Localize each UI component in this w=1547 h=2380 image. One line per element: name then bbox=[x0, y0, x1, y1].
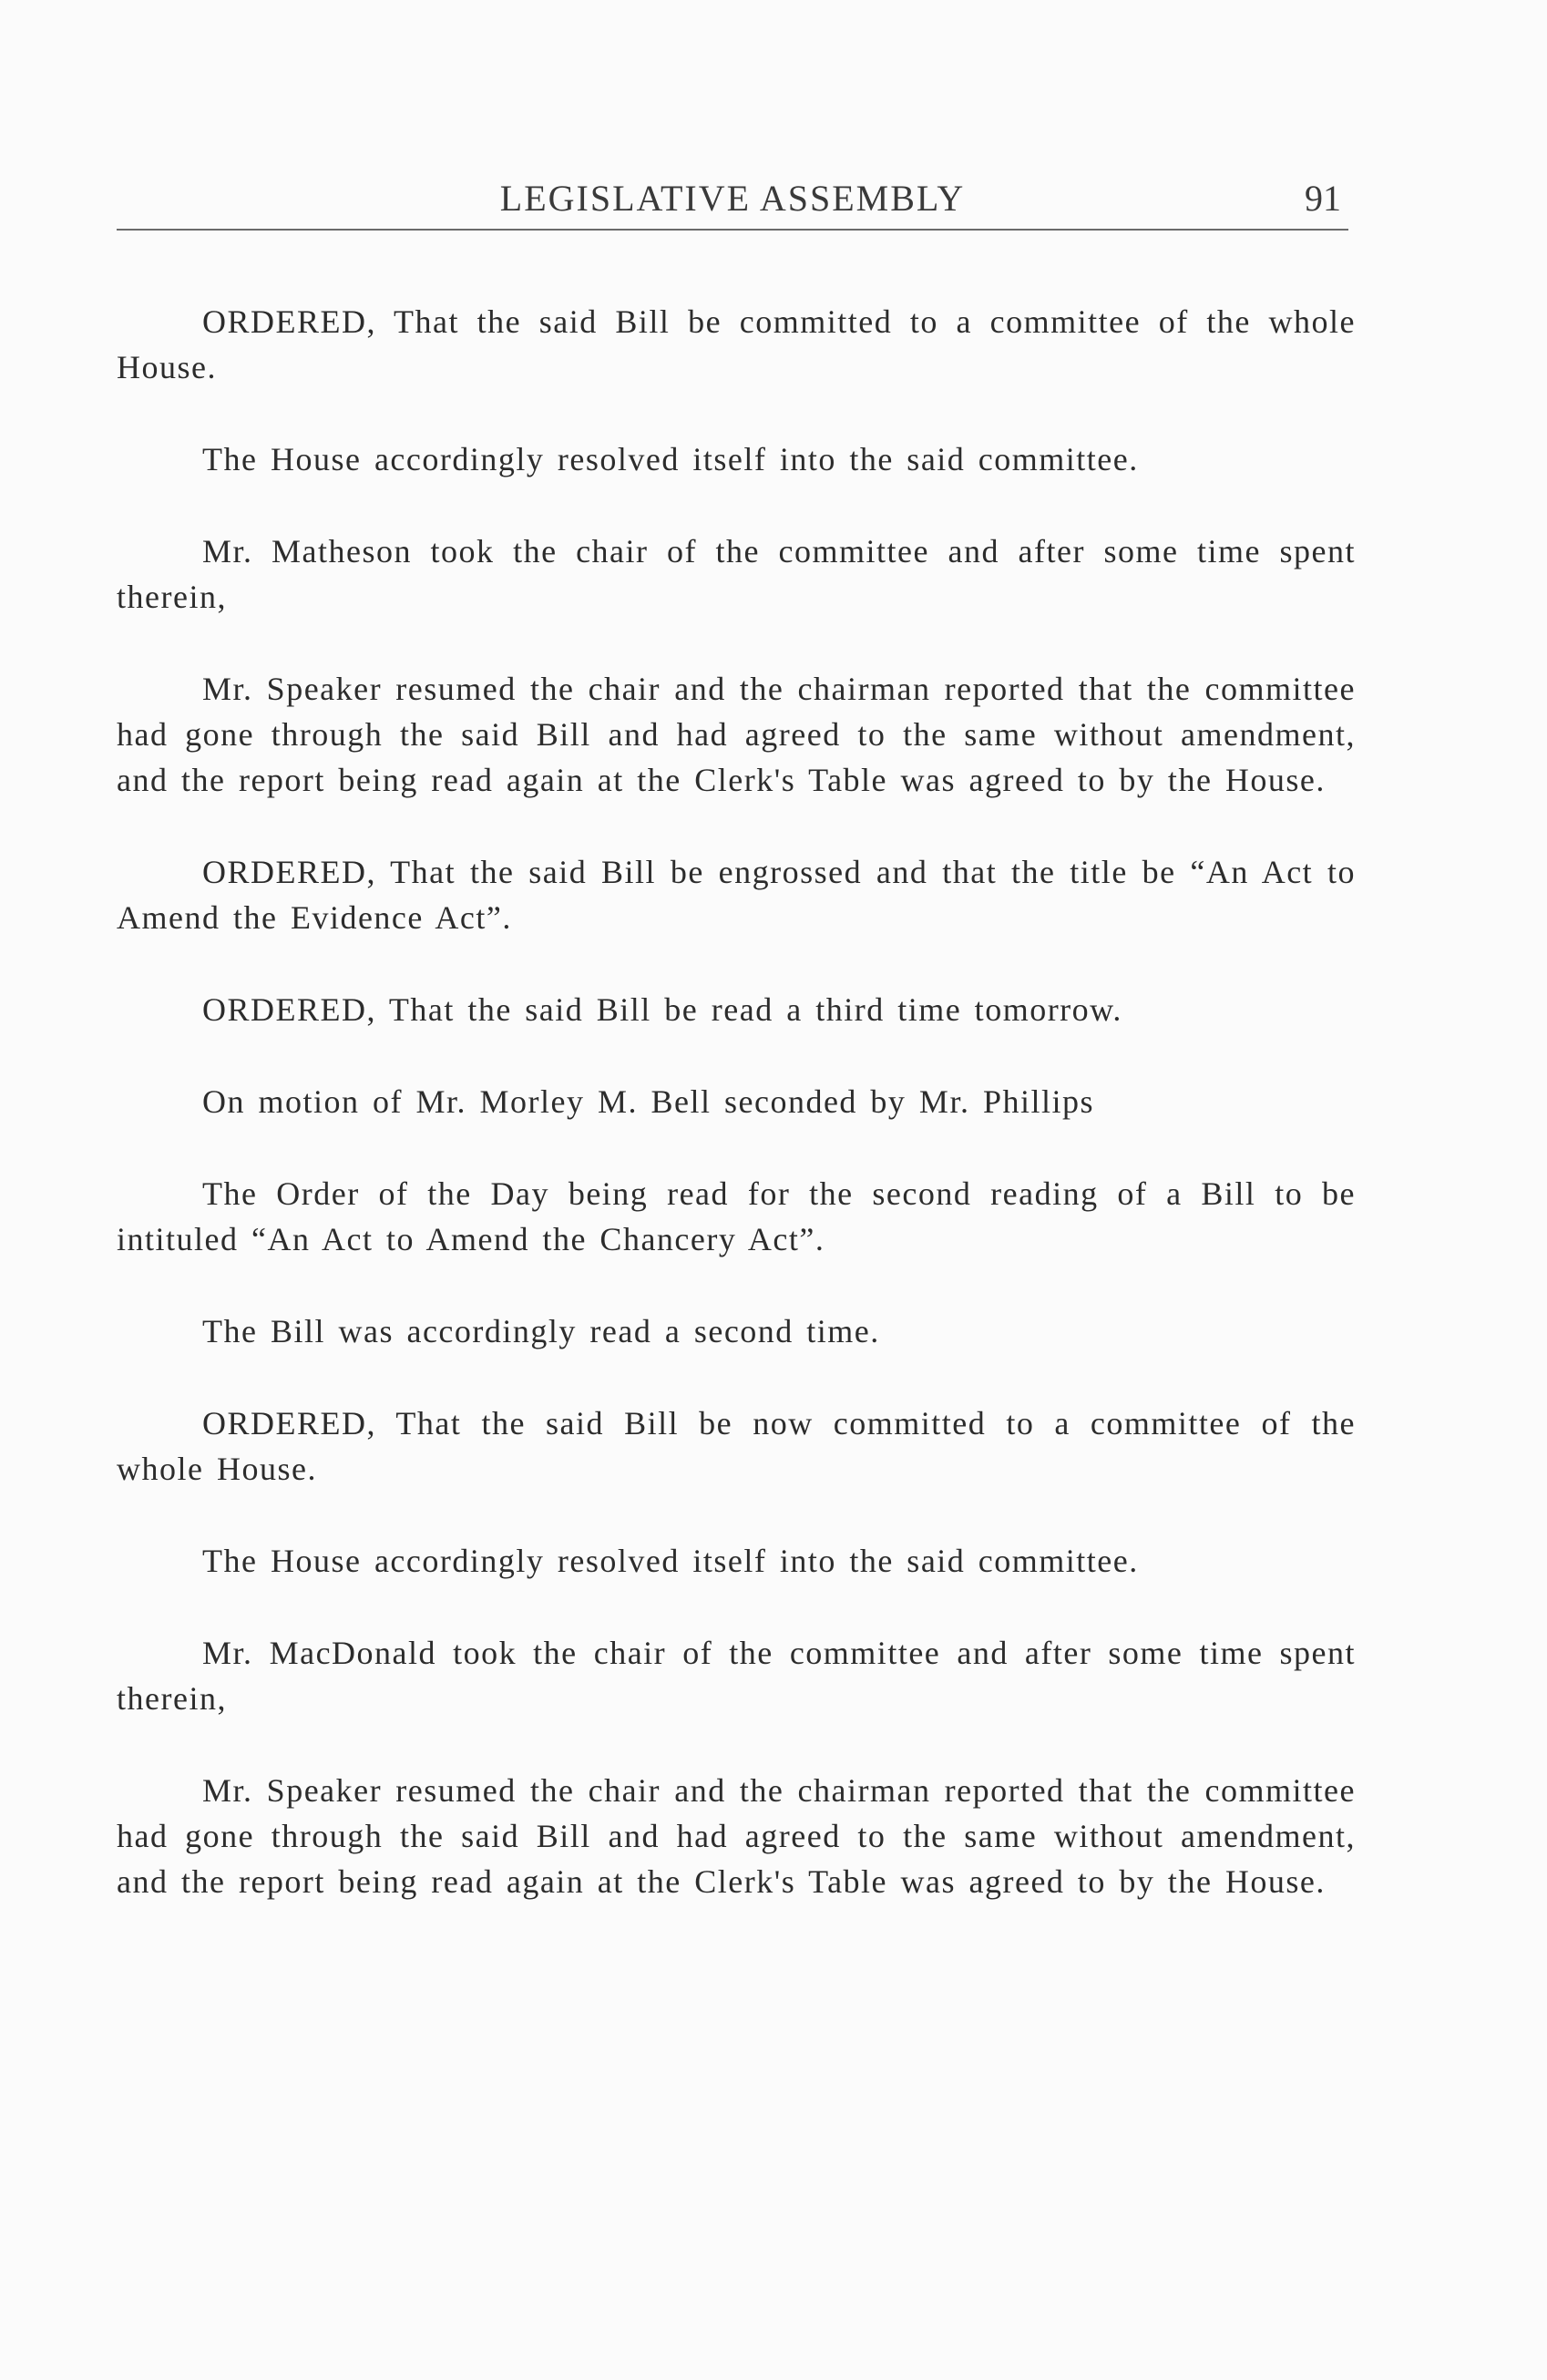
paragraph-speaker-resumed-2: Mr. Speaker resumed the chair and the chairman reported that the committee had gone through the said Bill and had agreed to the same without amendment, and the report being read again at the Clerk's Table was agreed to by the House. bbox=[117, 1772, 1356, 1900]
page-number: 91 bbox=[1305, 178, 1341, 219]
paragraph-house-resolved: The House accordingly resolved itself into the said committee. bbox=[202, 441, 1139, 477]
running-header bbox=[117, 176, 1348, 231]
paragraph-matheson-chair: Mr. Matheson took the chair of the committee and after some time spent therein, bbox=[117, 533, 1356, 615]
paragraph-ordered-committed: ORDERED, That the said Bill be committed to a committee of the whole House. bbox=[117, 303, 1356, 385]
paragraph-speaker-resumed: Mr. Speaker resumed the chair and the chairman reported that the committee had gone through the said Bill and had agreed to the same without amendment, and the report being read again at the Clerk's Table was agreed to by the House. bbox=[117, 671, 1356, 798]
paragraph-ordered-now-committed: ORDERED, That the said Bill be now committed to a committee of the whole House. bbox=[117, 1405, 1356, 1487]
paragraph-order-of-day: The Order of the Day being read for the second reading of a Bill to be intituled “An Act to Amend the Chancery Act”. bbox=[117, 1175, 1356, 1257]
header-rule bbox=[117, 229, 1348, 231]
paragraph-ordered-engrossed: ORDERED, That the said Bill be engrossed and that the title be “An Act to Amend the Evidence Act”. bbox=[117, 854, 1356, 936]
paragraph-macdonald-chair: Mr. MacDonald took the chair of the committee and after some time spent therein, bbox=[117, 1635, 1356, 1717]
paragraph-second-reading: The Bill was accordingly read a second time. bbox=[202, 1313, 880, 1349]
body-text bbox=[117, 299, 1356, 1951]
paragraph-ordered-third-reading: ORDERED, That the said Bill be read a third time tomorrow. bbox=[202, 991, 1122, 1028]
running-title: LEGISLATIVE ASSEMBLY bbox=[499, 178, 966, 219]
paragraph-motion: On motion of Mr. Morley M. Bell seconded by Mr. Phillips bbox=[202, 1083, 1094, 1120]
paragraph-house-resolved-2: The House accordingly resolved itself into the said committee. bbox=[202, 1543, 1139, 1579]
